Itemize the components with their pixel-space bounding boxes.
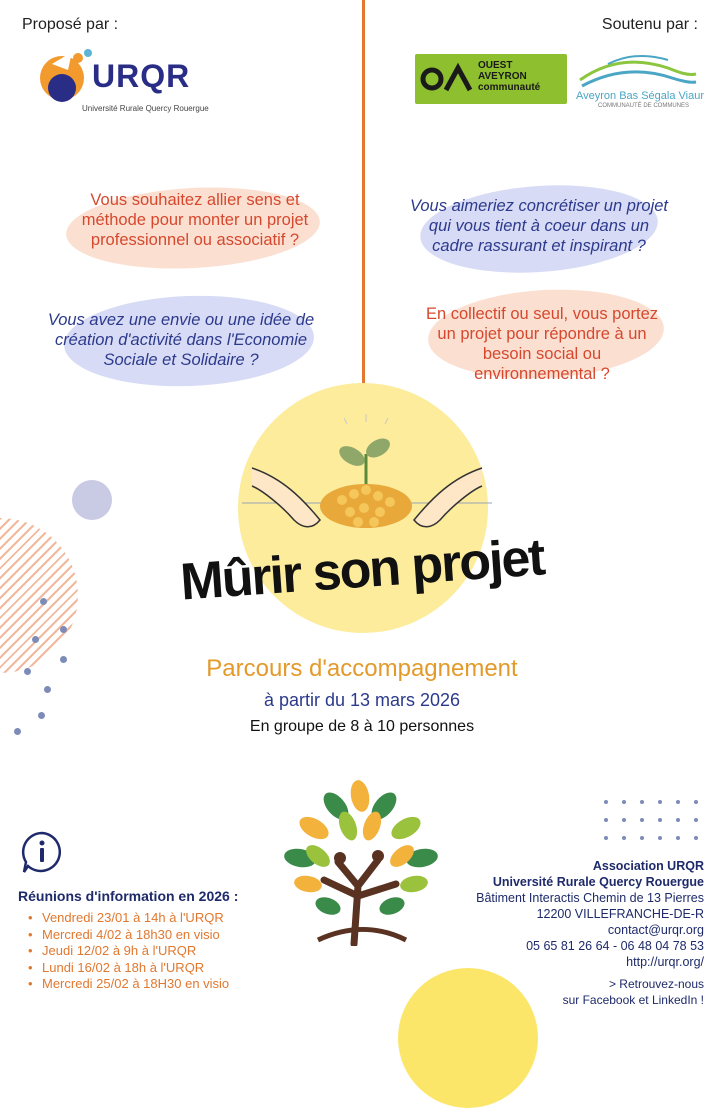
decorative-dot (14, 728, 21, 735)
question-2: Vous aimeriez concrétiser un projet qui vous tient à coeur dans un cadre rassurant et inspirant ? (409, 197, 668, 255)
meetings-title: Réunions d'information en 2026 : (18, 888, 239, 904)
vertical-divider (362, 0, 365, 400)
meeting-item: • Lundi 16/02 à 18h à l'URQR (42, 960, 229, 977)
proposed-by-label: Proposé par : (22, 16, 119, 33)
bsv-logo-text: Aveyron Bas Ségala Viaur (576, 90, 705, 102)
oac-line1: OUEST (478, 60, 513, 71)
contact-website[interactable]: http://urqr.org/ (626, 955, 704, 969)
oac-line2: AVEYRON (478, 71, 527, 82)
decorative-dot (38, 712, 45, 719)
decorative-dot (60, 656, 67, 663)
contact-block (476, 858, 704, 970)
bsv-logo-subtitle: COMMUNAUTÉ DE COMMUNES (598, 103, 689, 109)
contact-address2: 12200 VILLEFRANCHE-DE-R (536, 907, 704, 921)
decorative-stripes (0, 518, 78, 673)
oac-logo-text (478, 60, 540, 93)
question-4: En collectif ou seul, vous portez un projet pour répondre à un besoin social ou environnemental ? (425, 305, 659, 383)
decorative-dot-grid (604, 800, 704, 850)
decorative-grey-dot (72, 480, 112, 520)
decorative-dot (60, 626, 67, 633)
decorative-dot (24, 668, 31, 675)
main-title: Mûrir son projet (178, 528, 546, 612)
meeting-item: • Mercredi 4/02 à 18h30 en visio (42, 927, 229, 944)
group-size: En groupe de 8 à 10 personnes (249, 718, 475, 735)
tree-people-icon (278, 776, 444, 946)
decorative-dot (44, 686, 51, 693)
start-date: à partir du 13 mars 2026 (263, 690, 461, 710)
meeting-item: • Vendredi 23/01 à 14h à l'URQR (42, 910, 229, 927)
bsv-wave-icon (578, 50, 698, 90)
info-icon (20, 830, 64, 874)
bottom-sun-circle (398, 968, 538, 1108)
oac-symbol-icon (420, 62, 476, 96)
oac-line3: communauté (478, 82, 541, 93)
contact-phones: 05 65 81 26 64 - 06 48 04 78 53 (526, 939, 704, 953)
question-3: Vous avez une envie ou une idée de création d'activité dans l'Economie Sociale et Solidaire ? (47, 311, 315, 369)
social-block (563, 976, 704, 1008)
contact-address1: Bâtiment Interactis Chemin de 13 Pierres (476, 891, 704, 905)
decorative-dot (32, 636, 39, 643)
urqr-logo-text: URQR (92, 58, 191, 94)
supported-by-label: Soutenu par : (601, 16, 698, 33)
contact-univ: Université Rurale Quercy Rouergue (492, 875, 704, 889)
contact-assoc: Association URQR (592, 859, 704, 873)
decorative-dot (40, 598, 47, 605)
contact-email[interactable]: contact@urqr.org (607, 923, 704, 937)
main-subtitle: Parcours d'accompagnement (206, 655, 518, 682)
social-line2: sur Facebook et LinkedIn ! (562, 993, 704, 1007)
urqr-logo-subtitle: Université Rurale Quercy Rouergue (82, 104, 209, 113)
social-line1: > Retrouvez-nous (608, 977, 704, 991)
meeting-item: • Mercredi 25/02 à 18H30 en visio (42, 976, 229, 993)
meeting-item: • Jeudi 12/02 à 9h à l'URQR (42, 943, 229, 960)
question-1: Vous souhaitez allier sens et méthode pour monter un projet professionnel ou associatif ? (81, 191, 309, 249)
hands-plant-icon (242, 408, 492, 548)
meetings-list (22, 910, 229, 993)
